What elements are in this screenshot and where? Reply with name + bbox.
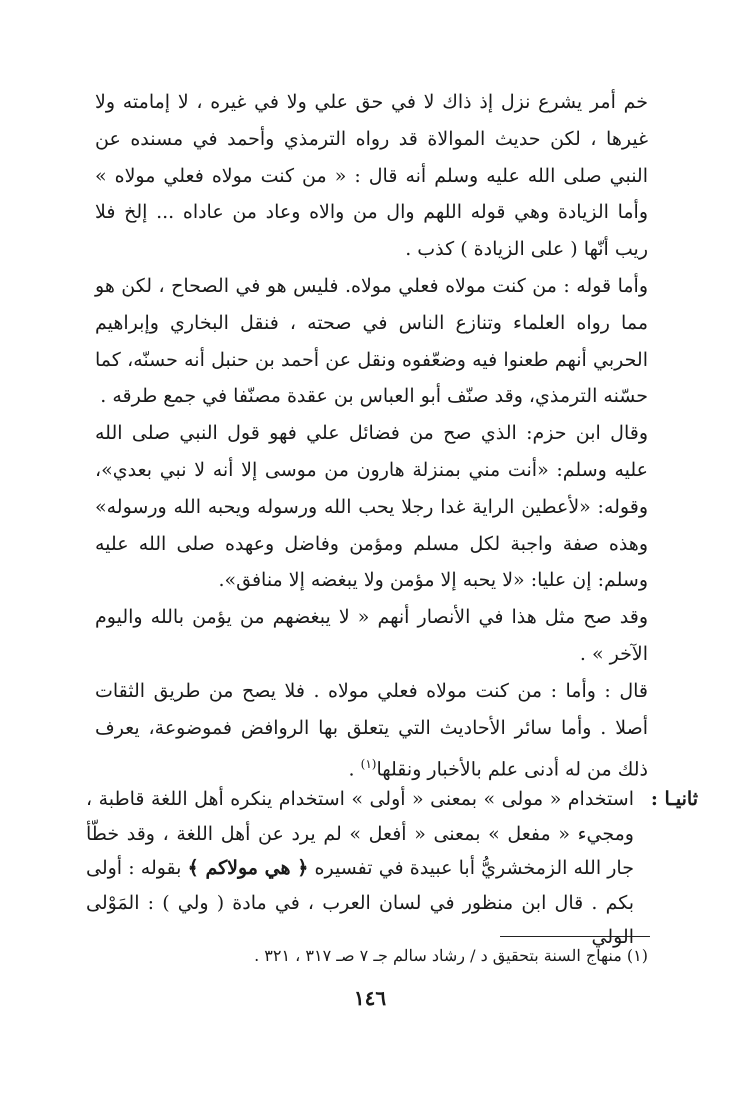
footnote-reference: (١) xyxy=(360,757,377,772)
paragraph-5-end: . xyxy=(348,758,361,781)
section-text-before: استخدام « مولى » بمعنى « أولى » استخدام ينكره أهل اللغة قاطبة ، ومجيء « مفعل » بمعنى « أفعل » لم يرد عن أهل اللغة ، وقد خطّأ جار الله الزمخشريُّ أبا عبيدة في تفسيره xyxy=(86,788,634,879)
section-text-after: بقوله : أولى بكم . قال ابن منظور في لسان العرب ، في مادة ( ولي ) : المَوْلى الولي xyxy=(86,857,634,948)
quran-verse: ﴿ هي مولاكم ﴾ xyxy=(187,857,309,879)
footnote: (١) منهاج السنة بتحقيق د / رشاد سالم جـ ٧ صـ ٣١٧ ، ٣٢١ . xyxy=(254,946,648,965)
section-label: ثانيـا : xyxy=(650,788,698,810)
footnote-divider xyxy=(500,936,650,937)
section-text xyxy=(86,782,634,955)
section-thaniyan xyxy=(86,782,698,955)
paragraph-1: خم أمر يشرع نزل إذ ذاك لا في حق علي ولا في غيره ، لا إمامته ولا غيرها ، لكن حديث الموالاة قد رواه الترمذي وأحمد في مسنده عن النبي صلى الله عليه وسلم أنه قال : « من كنت مولاه فعلي مولاه » وأما الزيادة وهي قوله اللهم وال من والاه وعاد من عاداه ... إلخ فلا ريب أنّها ( على الزيادة ) كذب . xyxy=(95,91,648,261)
paragraph-5 xyxy=(95,673,648,789)
paragraph-4: وقد صح مثل هذا في الأنصار أنهم « لا يبغضهم من يؤمن بالله واليوم الآخر » . xyxy=(95,606,648,665)
paragraph-5-text: قال : وأما : من كنت مولاه فعلي مولاه . فلا يصح من طريق الثقات أصلا . وأما سائر الأحاديث التي يتعلق بها الروافض فموضوعة، يعرف ذلك من له أدنى علم بالأخبار ونقلها xyxy=(95,679,648,781)
page-number: ١٤٦ xyxy=(353,986,387,1010)
paragraph-3: وقال ابن حزم: الذي صح من فضائل علي فهو قول النبي صلى الله عليه وسلم: «أنت مني بمنزلة هارون من موسى إلا أنه لا نبي بعدي»، وقوله: «لأعطين الراية غدا رجلا يحب الله ورسوله ويحبه الله ورسوله» وهذه صفة واجبة لكل مسلم ومؤمن وفاضل وعهده صلى الله عليه وسلم: إن عليا: «لا يحبه إلا مؤمن ولا يبغضه إلا منافق». xyxy=(95,422,648,592)
main-text xyxy=(95,84,648,788)
paragraph-2: وأما قوله : من كنت مولاه فعلي مولاه. فليس هو في الصحاح ، لكن هو مما رواه العلماء وتنازع الناس في صحته ، فنقل البخاري وإبراهيم الحربي أنهم طعنوا فيه وضعّفوه ونقل عن أحمد بن حنبل أنه حسنّه، كما حسّنه الترمذي، وقد صنّف أبو العباس بن عقدة مصنّفا في جمع طرقه . xyxy=(95,274,648,408)
